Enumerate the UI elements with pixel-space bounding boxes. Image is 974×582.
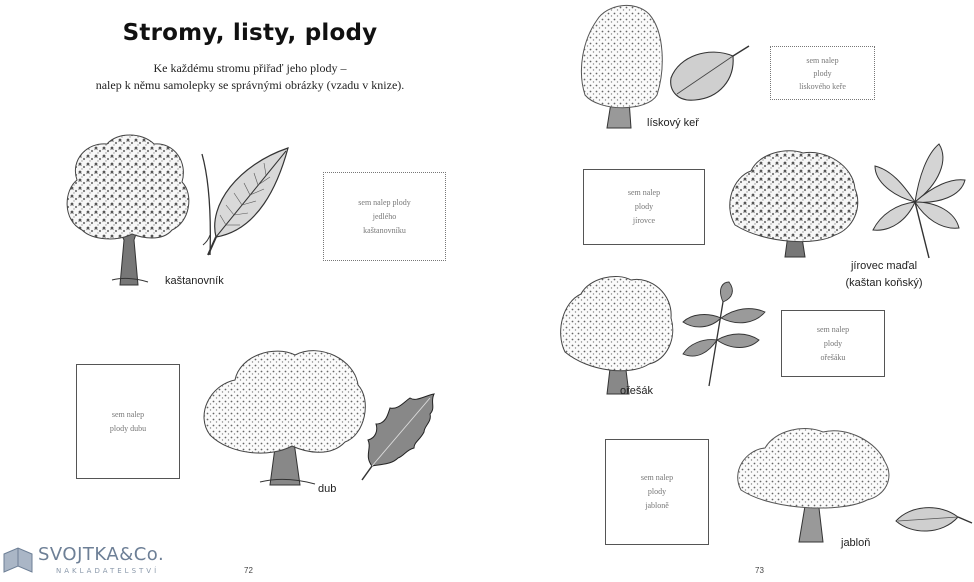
sticker-oak-line-2: plody dubu: [109, 423, 147, 433]
right-page: [487, 0, 974, 582]
sticker-chestnut-line-2: jedlého: [372, 211, 397, 221]
sticker-oak-line-1: sem nalep: [111, 409, 145, 419]
sticker-slot-walnut[interactable]: [781, 310, 885, 377]
apple-leaf-icon: [892, 503, 974, 537]
sticker-slot-oak[interactable]: [76, 364, 180, 479]
instructions-line-1: Ke každému stromu přiřaď jeho plody –: [153, 61, 347, 75]
sticker-slot-apple[interactable]: [605, 439, 709, 545]
horse-chestnut-tree-icon: [727, 145, 862, 260]
label-horse-chestnut-line-2: (kaštan koňský): [845, 277, 923, 289]
apple-tree-icon: [735, 420, 893, 545]
publisher-logo-icon: [2, 546, 36, 576]
instructions: [60, 60, 440, 94]
publisher-name: SVOJTKA&Co.: [38, 544, 165, 565]
sticker-horse-chestnut-line-3: jírovce: [632, 216, 656, 225]
label-horse-chestnut: [839, 258, 929, 292]
page-number-left: 72: [244, 566, 253, 575]
sticker-chestnut-line-1: sem nalep plody: [358, 197, 411, 207]
label-walnut: ořešák: [620, 385, 654, 397]
horse-chestnut-leaf-icon: [867, 140, 967, 260]
sticker-chestnut-line-3: kaštanovníku: [363, 225, 406, 235]
publisher-subtitle: NAKLADATELSTVÍ: [56, 567, 160, 575]
instructions-line-2: nalep k němu samolepky se správnými obrázky (vzadu v knize).: [95, 78, 405, 92]
page-number-right: 73: [755, 566, 764, 575]
label-oak: dub: [318, 483, 337, 495]
label-apple: jabloň: [841, 537, 871, 549]
chestnut-branch-icon: [198, 150, 238, 260]
walnut-tree-icon: [559, 272, 677, 397]
chestnut-tree-icon: [62, 130, 192, 290]
sticker-apple-line-1: sem nalep: [640, 473, 674, 482]
sticker-apple-line-2: plody: [647, 487, 667, 496]
oak-tree-icon: [200, 340, 370, 490]
label-chestnut: kaštanovník: [165, 275, 224, 287]
sticker-slot-hazel[interactable]: [770, 46, 875, 100]
label-horse-chestnut-line-1: jírovec maďal: [850, 260, 918, 272]
sticker-apple-line-3: jabloně: [645, 501, 669, 510]
page-title: Stromy, listy, plody: [122, 20, 378, 46]
sticker-hazel-line-1: sem nalep: [806, 55, 839, 65]
sticker-hazel-line-2: plody: [813, 68, 832, 78]
hazel-leaf-icon: [667, 44, 752, 106]
sticker-walnut-line-3: ořešáku: [820, 352, 846, 362]
sticker-hazel-line-3: lískového keře: [799, 81, 846, 91]
sticker-horse-chestnut-line-1: sem nalep: [627, 188, 661, 197]
label-hazel: lískový keř: [647, 117, 699, 129]
sticker-horse-chestnut-line-2: plody: [634, 202, 654, 211]
walnut-leaf-icon: [679, 282, 769, 390]
oak-leaf-icon: [358, 392, 440, 484]
sticker-slot-horse-chestnut[interactable]: [583, 169, 705, 245]
sticker-walnut-line-2: plody: [823, 338, 843, 348]
sticker-slot-chestnut[interactable]: [323, 172, 446, 261]
hazel-bush-icon: [577, 0, 667, 130]
sticker-walnut-line-1: sem nalep: [816, 324, 850, 334]
